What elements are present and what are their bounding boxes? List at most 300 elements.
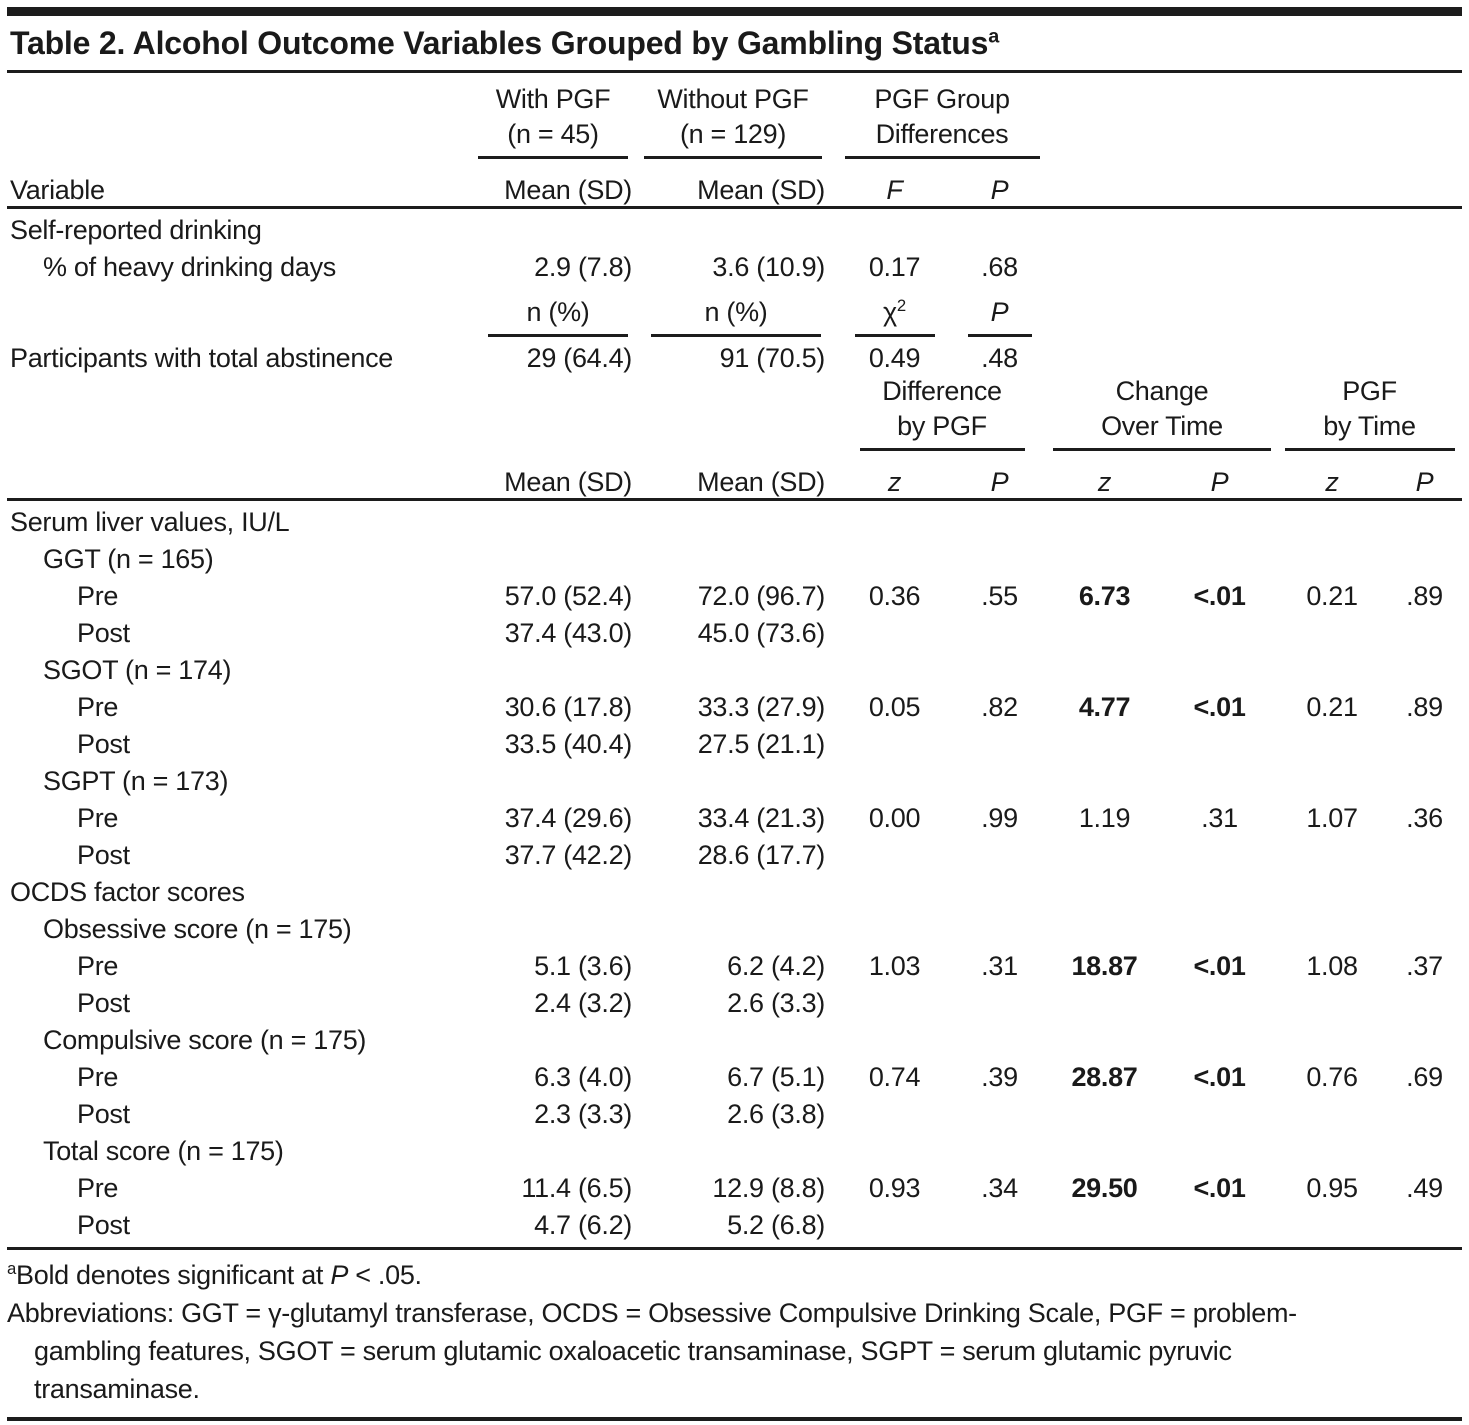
- value-cell: 2.3 (3.3): [534, 1099, 632, 1129]
- value-cell: [1387, 908, 1462, 945]
- value-cell: 45.0 (73.6): [697, 618, 825, 648]
- value-cell: [1162, 1093, 1277, 1130]
- value-cell: [952, 834, 1047, 871]
- value-cell: [1047, 1093, 1162, 1130]
- empty-cell: [1162, 159, 1277, 208]
- value-cell: [1047, 246, 1162, 283]
- value-cell: [952, 760, 1047, 797]
- value-cell: 0.21: [1306, 581, 1358, 611]
- footnote-marker: a: [7, 1259, 17, 1278]
- value-cell: [1047, 500, 1162, 539]
- value-cell: [837, 500, 952, 539]
- row-label: Post: [77, 840, 130, 870]
- value-cell: [1047, 649, 1162, 686]
- value-cell: [837, 1204, 952, 1241]
- mean-sd-column-header: Mean (SD): [457, 159, 644, 208]
- value-cell: [952, 649, 1047, 686]
- value-cell: 6.2 (4.2): [727, 951, 825, 981]
- value-cell: 1.19: [1078, 803, 1131, 833]
- row-label: Participants with total abstinence: [10, 343, 394, 373]
- value-cell: [457, 760, 644, 797]
- value-cell: [457, 208, 644, 247]
- value-cell: <.01: [1193, 951, 1246, 981]
- value-cell: 12.9 (8.8): [712, 1173, 825, 1203]
- row-label-section: SGOT (n = 174): [43, 655, 232, 685]
- value-cell: .49: [1406, 1173, 1443, 1203]
- value-cell: [1387, 649, 1462, 686]
- value-cell: [644, 649, 837, 686]
- value-cell: [1162, 723, 1277, 760]
- chi-square-subheader: [837, 283, 952, 337]
- z-column-header: z: [837, 451, 952, 500]
- f-column-header: F: [837, 159, 952, 208]
- row-label: Pre: [77, 1062, 119, 1092]
- self-reported-drinking-section: [7, 208, 1462, 375]
- value-cell: [1277, 982, 1387, 1019]
- table-row: [7, 1204, 1462, 1241]
- value-cell: [1277, 908, 1387, 945]
- empty-cell: [457, 374, 644, 451]
- n-pct-subheader: [457, 283, 644, 337]
- value-cell: .31: [1201, 803, 1238, 833]
- row-label-section: OCDS factor scores: [10, 877, 245, 907]
- value-cell: [457, 1019, 644, 1056]
- header-block-2: [7, 374, 1462, 500]
- table-row: [7, 982, 1462, 1019]
- group-label-line: by PGF: [897, 411, 987, 441]
- pgf-by-time-header: [1277, 374, 1462, 451]
- value-cell: .34: [981, 1173, 1018, 1203]
- value-cell: 0.49: [868, 343, 921, 373]
- footnote-text: < .05.: [348, 1260, 422, 1290]
- value-cell: 33.5 (40.4): [504, 729, 632, 759]
- subheader-label: P: [968, 296, 1032, 337]
- value-cell: [457, 1130, 644, 1167]
- bottom-rule: [7, 1417, 1462, 1421]
- footnote-significance: [7, 1256, 1462, 1294]
- value-cell: [1277, 246, 1387, 283]
- value-cell: 0.93: [868, 1173, 921, 1203]
- value-cell: [1162, 208, 1277, 247]
- value-cell: 3.6 (10.9): [712, 252, 825, 282]
- value-cell: .36: [1406, 803, 1443, 833]
- value-cell: 28.87: [1071, 1062, 1138, 1092]
- p-column-header: P: [1162, 451, 1277, 500]
- with-pgf-group-header: [457, 73, 644, 159]
- empty-cell: [7, 451, 457, 500]
- empty-cell: [1277, 283, 1387, 337]
- value-cell: 0.05: [868, 692, 921, 722]
- value-cell: [837, 612, 952, 649]
- table-title: [7, 16, 1462, 73]
- group-header-row: [7, 374, 1462, 451]
- table-row: [7, 1019, 1462, 1056]
- group-label-line: Differences: [875, 119, 1009, 149]
- table-row: [7, 538, 1462, 575]
- value-cell: [1277, 612, 1387, 649]
- value-cell: [1162, 871, 1277, 908]
- value-cell: [1162, 649, 1277, 686]
- empty-cell: [1162, 283, 1277, 337]
- column-header-row: [7, 451, 1462, 500]
- value-cell: [1047, 871, 1162, 908]
- value-cell: 11.4 (6.5): [521, 1173, 632, 1203]
- table-row: [7, 208, 1462, 247]
- value-cell: 27.5 (21.1): [697, 729, 825, 759]
- row-label-section: Obsessive score (n = 175): [43, 914, 352, 944]
- column-header-row: [7, 159, 1462, 208]
- value-cell: [1277, 337, 1387, 374]
- table-row: [7, 760, 1462, 797]
- value-cell: [1387, 760, 1462, 797]
- value-cell: 2.6 (3.8): [727, 1099, 825, 1129]
- value-cell: [837, 723, 952, 760]
- value-cell: [1387, 723, 1462, 760]
- value-cell: [1047, 337, 1162, 374]
- row-label: Pre: [77, 803, 119, 833]
- header-block-1: [7, 73, 1462, 208]
- table-row: [7, 649, 1462, 686]
- group-label-line: With PGF: [495, 84, 611, 114]
- row-label-section: GGT (n = 165): [43, 544, 214, 574]
- p-column-header: P: [952, 451, 1047, 500]
- value-cell: 6.3 (4.0): [534, 1062, 632, 1092]
- row-label-section: SGPT (n = 173): [43, 766, 229, 796]
- value-cell: .99: [981, 803, 1018, 833]
- value-cell: [952, 208, 1047, 247]
- value-cell: [1162, 760, 1277, 797]
- empty-cell: [7, 283, 457, 337]
- value-cell: [952, 908, 1047, 945]
- value-cell: 0.36: [868, 581, 921, 611]
- footnotes: [7, 1250, 1462, 1408]
- value-cell: [1387, 982, 1462, 1019]
- subheader-label: n (%): [488, 296, 628, 337]
- table-row: [7, 246, 1462, 283]
- row-label: Post: [77, 729, 130, 759]
- empty-cell: [1047, 73, 1462, 159]
- value-cell: [1162, 1019, 1277, 1056]
- value-cell: [952, 723, 1047, 760]
- variable-column-header: Variable: [7, 159, 457, 208]
- value-cell: [837, 649, 952, 686]
- value-cell: [1277, 1130, 1387, 1167]
- value-cell: [952, 1130, 1047, 1167]
- value-cell: .68: [981, 252, 1018, 282]
- value-cell: 2.4 (3.2): [534, 988, 632, 1018]
- footnote-text: Bold denotes significant at: [16, 1260, 331, 1290]
- value-cell: [1277, 1019, 1387, 1056]
- group-label-line: by Time: [1323, 411, 1416, 441]
- row-label: Pre: [77, 951, 119, 981]
- value-cell: [1047, 760, 1162, 797]
- value-cell: [1162, 337, 1277, 374]
- row-label: Post: [77, 618, 130, 648]
- empty-cell: [1047, 283, 1162, 337]
- value-cell: [837, 834, 952, 871]
- value-cell: [1277, 538, 1387, 575]
- value-cell: [837, 1093, 952, 1130]
- value-cell: [644, 208, 837, 247]
- value-cell: 37.4 (43.0): [504, 618, 632, 648]
- row-label: Post: [77, 988, 130, 1018]
- value-cell: .39: [981, 1062, 1018, 1092]
- value-cell: [952, 982, 1047, 1019]
- value-cell: 1.07: [1306, 803, 1358, 833]
- value-cell: [1277, 834, 1387, 871]
- value-cell: 6.7 (5.1): [727, 1062, 825, 1092]
- value-cell: [644, 538, 837, 575]
- value-cell: [837, 208, 952, 247]
- table-title-text: Table 2. Alcohol Outcome Variables Grouped by Gambling Status: [10, 25, 989, 61]
- empty-cell: [7, 73, 457, 159]
- table-row: [7, 945, 1462, 982]
- empty-cell: [1277, 159, 1387, 208]
- value-cell: .82: [981, 692, 1018, 722]
- group-label-line: (n = 129): [679, 119, 787, 149]
- subheader-label: n (%): [651, 296, 821, 337]
- value-cell: [1277, 723, 1387, 760]
- value-cell: [837, 1130, 952, 1167]
- group-header-row: [7, 73, 1462, 159]
- value-cell: 0.17: [868, 252, 921, 282]
- table-row: [7, 723, 1462, 760]
- value-cell: [1387, 871, 1462, 908]
- n-pct-subheader: [644, 283, 837, 337]
- value-cell: 33.3 (27.9): [697, 692, 825, 722]
- outcomes-table: [7, 73, 1462, 1241]
- value-cell: 6.73: [1078, 581, 1131, 611]
- value-cell: [837, 982, 952, 1019]
- value-cell: 2.6 (3.3): [727, 988, 825, 1018]
- value-cell: .55: [981, 581, 1018, 611]
- value-cell: .69: [1406, 1062, 1443, 1092]
- value-cell: 0.21: [1306, 692, 1358, 722]
- value-cell: 33.4 (21.3): [697, 803, 825, 833]
- empty-cell: [644, 374, 837, 451]
- value-cell: <.01: [1193, 692, 1246, 722]
- chi-square-exponent: 2: [896, 296, 906, 315]
- mean-sd-column-header: Mean (SD): [644, 451, 837, 500]
- value-cell: 29 (64.4): [526, 343, 632, 373]
- value-cell: [837, 760, 952, 797]
- value-cell: 0.74: [868, 1062, 921, 1092]
- value-cell: [837, 1019, 952, 1056]
- value-cell: 5.1 (3.6): [534, 951, 632, 981]
- value-cell: [1047, 908, 1162, 945]
- row-label: Post: [77, 1099, 130, 1129]
- table-row: [7, 871, 1462, 908]
- z-column-header: z: [1277, 451, 1387, 500]
- value-cell: [1387, 612, 1462, 649]
- value-cell: [837, 908, 952, 945]
- value-cell: 0.00: [868, 803, 921, 833]
- value-cell: [837, 538, 952, 575]
- value-cell: 28.6 (17.7): [697, 840, 825, 870]
- table-row: [7, 575, 1462, 612]
- value-cell: [1387, 337, 1462, 374]
- table-row: [7, 1093, 1462, 1130]
- value-cell: [644, 760, 837, 797]
- value-cell: 0.76: [1306, 1062, 1358, 1092]
- value-cell: [1162, 1204, 1277, 1241]
- value-cell: [1387, 538, 1462, 575]
- value-cell: 37.4 (29.6): [504, 803, 632, 833]
- empty-cell: [1387, 283, 1462, 337]
- footnote-text-italic: P: [330, 1260, 349, 1290]
- value-cell: [1387, 834, 1462, 871]
- value-cell: [952, 1093, 1047, 1130]
- value-cell: [1387, 1019, 1462, 1056]
- group-label-line: (n = 45): [507, 119, 599, 149]
- value-cell: .31: [981, 951, 1018, 981]
- group-label-line: Without PGF: [657, 84, 809, 114]
- value-cell: <.01: [1193, 1062, 1246, 1092]
- value-cell: [952, 538, 1047, 575]
- row-label: Post: [77, 1210, 130, 1240]
- serum-and-ocds-section: [7, 500, 1462, 1242]
- z-column-header: z: [1047, 451, 1162, 500]
- without-pgf-group-header: [644, 73, 837, 159]
- table-row: [7, 1056, 1462, 1093]
- empty-cell: [1047, 159, 1162, 208]
- value-cell: [1162, 908, 1277, 945]
- value-cell: [457, 871, 644, 908]
- value-cell: [1162, 982, 1277, 1019]
- value-cell: [1162, 834, 1277, 871]
- p-subheader: [952, 283, 1047, 337]
- value-cell: <.01: [1193, 1173, 1246, 1203]
- value-cell: .89: [1406, 692, 1443, 722]
- table-row: [7, 612, 1462, 649]
- footnote-abbreviations-line: Abbreviations: GGT = γ-glutamyl transferase, OCDS = Obsessive Compulsive Drinking Scale, PGF = problem-: [7, 1298, 1297, 1328]
- value-cell: .48: [981, 343, 1018, 373]
- value-cell: 37.7 (42.2): [504, 840, 632, 870]
- group-label-line: PGF: [1342, 376, 1397, 406]
- value-cell: [1162, 612, 1277, 649]
- value-cell: [1047, 538, 1162, 575]
- value-cell: [1387, 208, 1462, 247]
- value-cell: [644, 500, 837, 539]
- value-cell: [1387, 246, 1462, 283]
- empty-cell: [7, 374, 457, 451]
- value-cell: [644, 908, 837, 945]
- value-cell: [952, 500, 1047, 539]
- value-cell: [1387, 500, 1462, 539]
- mean-sd-column-header: Mean (SD): [457, 451, 644, 500]
- footnote-abbreviations-line: transaminase.: [34, 1374, 200, 1404]
- table-row: [7, 908, 1462, 945]
- top-rule: [7, 7, 1462, 16]
- table-row: [7, 337, 1462, 374]
- table-row: [7, 500, 1462, 539]
- value-cell: 30.6 (17.8): [504, 692, 632, 722]
- table-row: [7, 1130, 1462, 1167]
- value-cell: [1047, 1204, 1162, 1241]
- table-title-footnote-marker: a: [988, 25, 1000, 48]
- value-cell: 72.0 (96.7): [697, 581, 825, 611]
- value-cell: [952, 612, 1047, 649]
- row-label-section: Compulsive score (n = 175): [43, 1025, 367, 1055]
- table-row: [7, 283, 1462, 337]
- value-cell: [1162, 500, 1277, 539]
- table-row: [7, 834, 1462, 871]
- value-cell: [1047, 723, 1162, 760]
- value-cell: [1277, 1204, 1387, 1241]
- mean-sd-column-header: Mean (SD): [644, 159, 837, 208]
- row-label: Pre: [77, 1173, 119, 1203]
- value-cell: 1.08: [1306, 951, 1358, 981]
- value-cell: [837, 871, 952, 908]
- value-cell: [1387, 1093, 1462, 1130]
- group-label-line: PGF Group: [874, 84, 1010, 114]
- value-cell: <.01: [1193, 581, 1246, 611]
- row-label-section: Total score (n = 175): [43, 1136, 284, 1166]
- row-label-section: Self-reported drinking: [10, 215, 262, 245]
- value-cell: [1277, 760, 1387, 797]
- value-cell: 2.9 (7.8): [534, 252, 632, 282]
- value-cell: .89: [1406, 581, 1443, 611]
- group-label-line: Change: [1115, 376, 1209, 406]
- row-label: Pre: [77, 692, 119, 722]
- value-cell: [457, 500, 644, 539]
- value-cell: 18.87: [1071, 951, 1138, 981]
- value-cell: [1047, 208, 1162, 247]
- table-row: [7, 686, 1462, 723]
- value-cell: [1387, 1204, 1462, 1241]
- table-row: [7, 1167, 1462, 1204]
- row-label: Pre: [77, 581, 119, 611]
- value-cell: 4.7 (6.2): [534, 1210, 632, 1240]
- value-cell: [1162, 246, 1277, 283]
- value-cell: [644, 1019, 837, 1056]
- group-label-line: Over Time: [1101, 411, 1223, 441]
- value-cell: [644, 871, 837, 908]
- value-cell: 57.0 (52.4): [504, 581, 632, 611]
- value-cell: 1.03: [868, 951, 921, 981]
- empty-cell: [1387, 159, 1462, 208]
- difference-by-pgf-header: [837, 374, 1047, 451]
- value-cell: 5.2 (6.8): [727, 1210, 825, 1240]
- value-cell: 91 (70.5): [719, 343, 825, 373]
- value-cell: [1277, 1093, 1387, 1130]
- value-cell: [1277, 649, 1387, 686]
- row-label: % of heavy drinking days: [43, 252, 336, 282]
- value-cell: 0.95: [1306, 1173, 1358, 1203]
- value-cell: [1162, 1130, 1277, 1167]
- p-column-header: P: [1387, 451, 1462, 500]
- value-cell: [1047, 834, 1162, 871]
- value-cell: [1277, 208, 1387, 247]
- footnote-abbreviations-line: gambling features, SGOT = serum glutamic oxaloacetic transaminase, SGPT = serum glutamic pyruvic: [34, 1336, 1232, 1366]
- value-cell: [1047, 982, 1162, 1019]
- value-cell: [644, 1130, 837, 1167]
- value-cell: [1277, 871, 1387, 908]
- value-cell: [457, 908, 644, 945]
- value-cell: [457, 538, 644, 575]
- value-cell: [1047, 1130, 1162, 1167]
- value-cell: [952, 1019, 1047, 1056]
- value-cell: [1047, 612, 1162, 649]
- p-column-header: P: [952, 159, 1047, 208]
- value-cell: .37: [1406, 951, 1443, 981]
- value-cell: [952, 1204, 1047, 1241]
- value-cell: [1162, 538, 1277, 575]
- table-row: [7, 797, 1462, 834]
- value-cell: [1047, 1019, 1162, 1056]
- value-cell: 4.77: [1078, 692, 1131, 722]
- group-label-line: Difference: [882, 376, 1002, 406]
